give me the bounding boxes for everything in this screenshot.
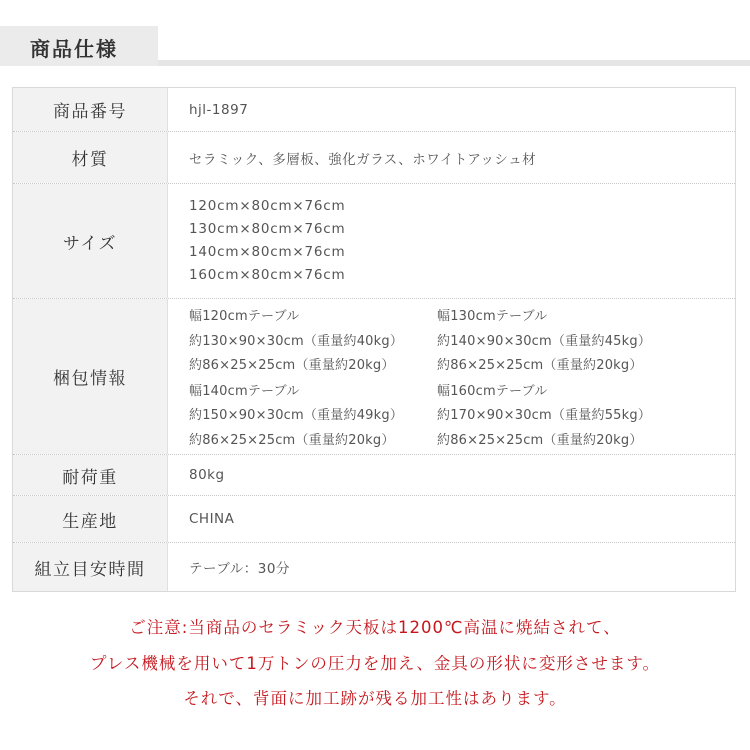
size-line: 130cm×80cm×76cm [189,221,346,237]
package-name: 幅130cmテーブル [437,309,548,324]
spec-value-material: セラミック、多層板、強化ガラス、ホワイトアッシュ材 [189,151,537,168]
spec-row-model [13,88,735,132]
spec-label-packaging: 梱包情報 [13,299,168,454]
header-label-box [0,26,158,66]
spec-value-assembly: テーブル：30分 [189,561,290,577]
package-name: 幅160cmテーブル [437,384,548,399]
spec-table [12,87,736,592]
spec-row-packaging [13,299,735,455]
spec-value-size [189,184,727,298]
size-line: 160cm×80cm×76cm [189,267,346,283]
section-header [0,26,750,66]
section-title: 商品仕様 [30,37,118,61]
spec-row-origin [13,496,735,543]
spec-label-size: サイズ [13,184,168,298]
spec-value-model: hjl-1897 [189,101,249,118]
package-box: 約86×25×25cm（重量約20kg） [437,433,643,448]
spec-row-assembly [13,543,735,591]
package-box: 約170×90×30cm（重量約55kg） [437,408,652,423]
spec-value-load: 80kg [189,467,225,483]
package-box: 約130×90×30cm（重量約40kg） [189,334,404,349]
header-underline [150,60,750,66]
size-line: 140cm×80cm×76cm [189,244,346,260]
package-box: 約150×90×30cm（重量約49kg） [189,408,404,423]
spec-label-model: 商品番号 [13,88,168,131]
notice-line: プレス機械を用いて1万トンの圧力を加え、金具の形状に変形させます。 [89,654,660,673]
spec-label-material: 材質 [13,132,168,183]
spec-row-material [13,132,735,184]
spec-value-origin: CHINA [189,511,235,527]
package-box: 約86×25×25cm（重量約20kg） [437,358,643,373]
package-box: 約86×25×25cm（重量約20kg） [189,358,395,373]
notice-line: ご注意:当商品のセラミック天板は1200℃高温に焼結されて、 [129,618,621,637]
spec-label-assembly: 組立目安時間 [13,543,168,591]
package-box: 約140×90×30cm（重量約45kg） [437,334,652,349]
package-name: 幅120cmテーブル [189,309,300,324]
notice-line: それで、背面に加工跡が残る加工性はあります。 [183,689,567,708]
spec-label-load: 耐荷重 [13,455,168,495]
spec-value-packaging [189,299,727,454]
package-box: 約86×25×25cm（重量約20kg） [189,433,395,448]
package-name: 幅140cmテーブル [189,384,300,399]
spec-row-load [13,455,735,496]
spec-row-size [13,184,735,299]
size-line: 120cm×80cm×76cm [189,198,346,214]
spec-label-origin: 生産地 [13,496,168,542]
